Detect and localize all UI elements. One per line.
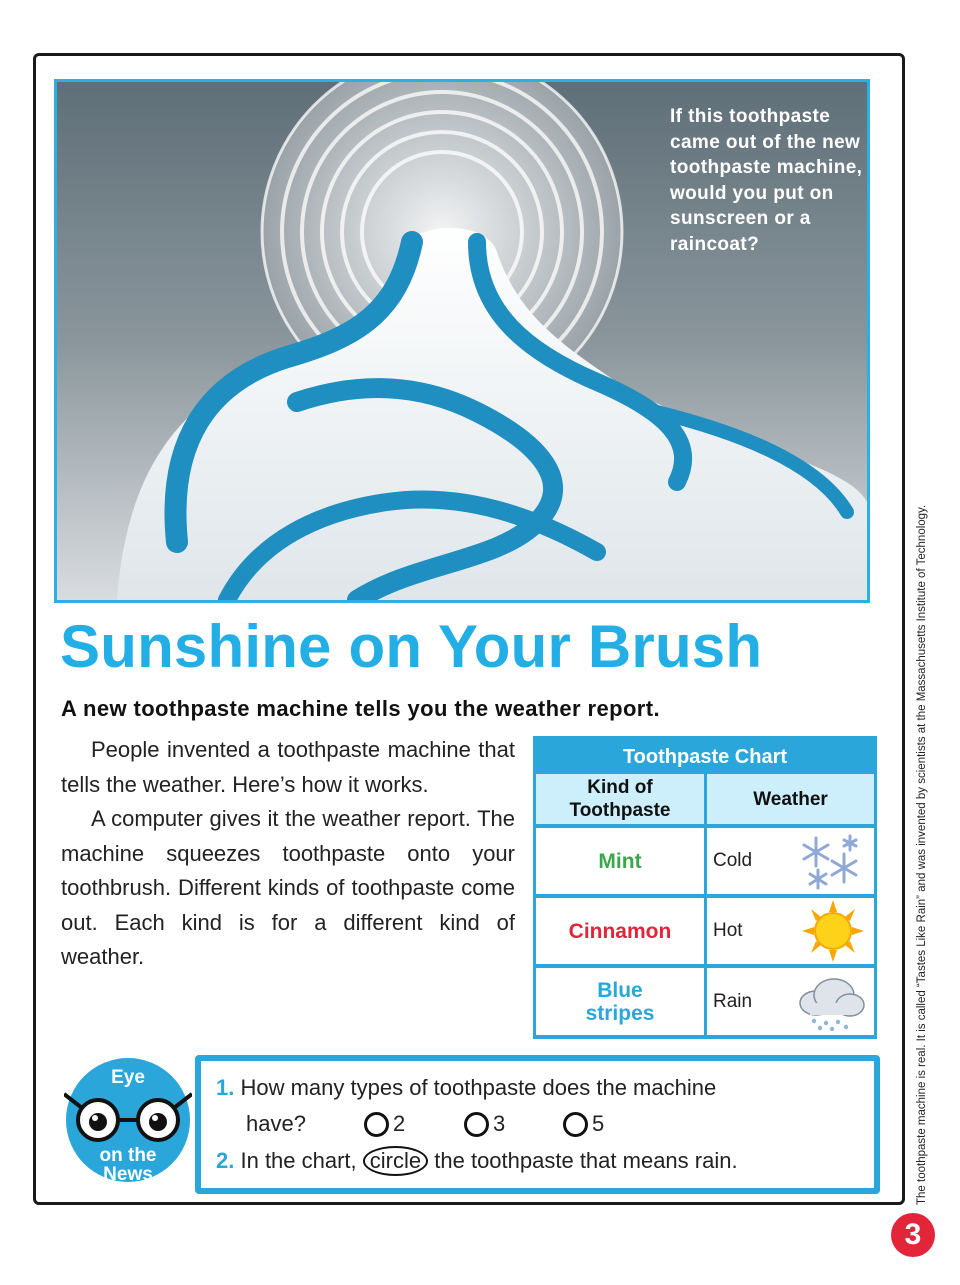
chart-title: Toothpaste Chart: [622, 746, 788, 768]
snowflake-icon: [794, 832, 866, 890]
option-5-circle[interactable]: [563, 1112, 588, 1137]
sun-icon: [800, 900, 866, 962]
option-5[interactable]: 5: [563, 1109, 604, 1139]
question-2: 2. In the chart, circle the toothpaste that means rain.: [216, 1146, 738, 1176]
question-1: 1. How many types of toothpaste does the machine: [216, 1075, 717, 1100]
rain-cloud-icon: [796, 973, 866, 1031]
option-2[interactable]: 2: [364, 1109, 405, 1139]
badge-top-text: Eye: [111, 1067, 145, 1088]
paragraph-1: People invented a toothpaste machine that tells the weather. Here’s how it works.: [61, 737, 515, 797]
photo-caption: If this toothpaste came out of the new toothpaste machine, would you put on sunscreen or a raincoat?: [670, 106, 863, 255]
toothpaste-photo: [54, 79, 870, 603]
header-weather: Weather: [707, 774, 874, 824]
article-body: [61, 733, 515, 975]
circled-word: circle: [363, 1146, 428, 1176]
badge-bottom-text: on the News: [99, 1145, 157, 1185]
page-number: 3: [891, 1213, 935, 1257]
weather-hot: Hot: [707, 898, 874, 964]
kind-cinnamon: Cinnamon: [536, 898, 704, 964]
weather-cold: Cold: [707, 828, 874, 894]
side-note: The toothpaste machine is real. It is called “Tastes Like Rain” and was invented by scientists at the Massachusetts Institute of Technology.: [916, 504, 928, 1205]
question-2-number: 2.: [216, 1148, 235, 1173]
eye-on-the-news-badge: [64, 1050, 192, 1190]
question-1-line-2: have?: [246, 1111, 306, 1136]
article-title: Sunshine on Your Brush: [60, 613, 763, 680]
header-kind: Kind of Toothpaste: [536, 774, 704, 824]
question-1-number: 1.: [216, 1075, 235, 1100]
article-subtitle: A new toothpaste machine tells you the weather report.: [61, 696, 661, 721]
option-2-circle[interactable]: [364, 1112, 389, 1137]
option-3-circle[interactable]: [464, 1112, 489, 1137]
toothpaste-chart: [533, 736, 877, 1039]
weather-rain: Rain: [707, 968, 874, 1035]
option-3[interactable]: 3: [464, 1109, 505, 1139]
paragraph-2: A computer gives it the weather report. The machine squeezes toothpaste onto your toothbrush. Different kinds of toothpaste come out. Each kind is for a different kind of weather.: [61, 806, 515, 969]
kind-mint: Mint: [536, 828, 704, 894]
kind-blue-stripes: Blue stripes: [536, 968, 704, 1035]
